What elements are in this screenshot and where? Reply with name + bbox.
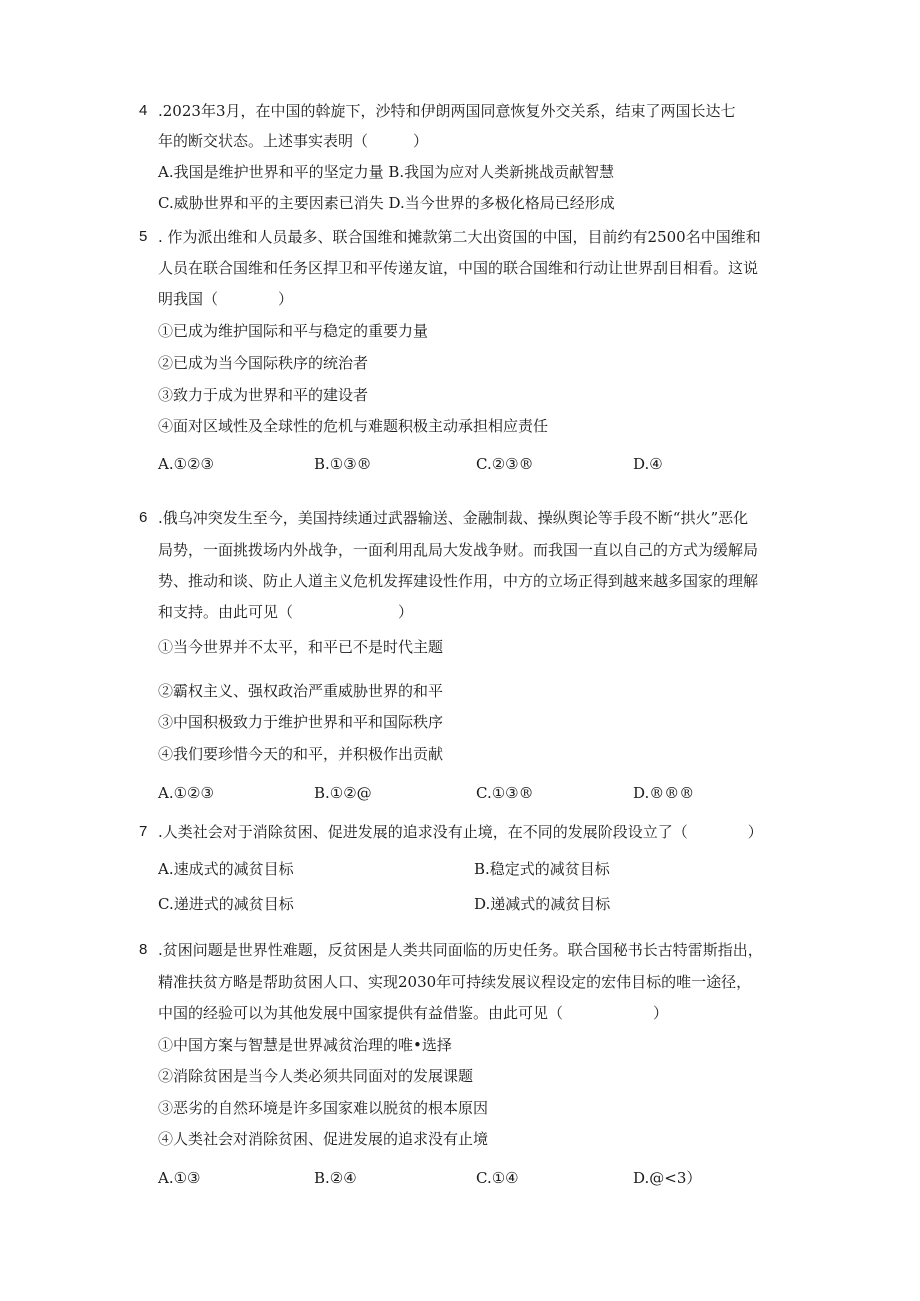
statement-item: ②消除贫困是当今人类必须共同面对的发展课题 (158, 1067, 474, 1085)
question-stem-line: .2023年3月，在中国的斡旋下，沙特和伊朗两国同意恢复外交关系，结束了两国长达七 (158, 102, 736, 120)
question-stem-line: 中国的经验可以为其他发展中国家提供有益借鉴。由此可见（ ） (158, 1004, 669, 1022)
question-stem-line: 精准扶贫方略是帮助贫困人口、实现2030年可持续发展议程设定的宏伟目标的唯一途径， (158, 973, 752, 991)
option-c: C.递进式的减贫目标 (158, 895, 294, 913)
question-number: 4 (139, 102, 148, 119)
option-d: D.递减式的减贫目标 (474, 895, 611, 913)
question-stem-line: 势、推动和谈、防止人道主义危机发挥建设性作用，中方的立场正得到越来越多国家的理解 (158, 572, 759, 590)
statement-item: ④面对区域性及全球性的危机与难题积极主动承担相应责任 (158, 417, 549, 435)
question-stem-line: .俄乌冲突发生至今，美国持续通过武器输送、金融制裁、操纵舆论等手段不断“拱火”恶化 (158, 509, 749, 527)
question-stem-line: .贫困问题是世界性难题，反贫困是人类共同面临的历史任务。联合国秘书长古特雷斯指出， (158, 941, 763, 959)
option-b: B.①③® (314, 455, 372, 473)
statement-item: ①已成为维护国际和平与稳定的重要力量 (158, 322, 429, 340)
question-number: 7 (139, 823, 148, 840)
option-b: B.②④ (314, 1169, 357, 1187)
statement-item: ③致力于成为世界和平的建设者 (158, 386, 369, 404)
option-c: C.①④ (476, 1169, 519, 1187)
option-line: C.威胁世界和平的主要因素已消失 D.当今世界的多极化格局已经形成 (158, 194, 615, 212)
statement-item: ②霸权主义、强权政治严重威胁世界的和平 (158, 682, 444, 700)
option-c: C.②③® (476, 455, 534, 473)
statement-item: ①当今世界并不太平，和平已不是时代主题 (158, 638, 444, 656)
statement-item: ①中国方案与智慧是世界减贫治理的唯•选择 (158, 1036, 452, 1054)
question-stem-line: 年的断交状态。上述事实表明（ ） (158, 132, 429, 150)
option-a: A.①②③ (158, 784, 214, 802)
question-number: 8 (139, 941, 148, 958)
statement-item: ③恶劣的自然环境是许多国家难以脱贫的根本原因 (158, 1099, 489, 1117)
option-line: A.我国是维护世界和平的坚定力量 B.我国为应对人类新挑战贡献智慧 (158, 163, 615, 181)
statement-item: ②已成为当今国际秩序的统治者 (158, 354, 369, 372)
option-b: B.稳定式的减贫目标 (474, 860, 610, 878)
option-c: C.①③® (476, 784, 534, 802)
question-stem-line: . 作为派出维和人员最多、联合国维和摊款第二大出资国的中国，目前约有2500名中国维和 (158, 228, 761, 246)
option-d: D.④ (633, 455, 663, 473)
statement-item: ④我们要珍惜今天的和平，并积极作出贡献 (158, 745, 444, 763)
option-a: A.①②③ (158, 455, 214, 473)
question-stem-line: 人员在联合国维和任务区捍卫和平传递友谊，中国的联合国维和行动让世界刮目相看。这说 (158, 259, 759, 277)
option-a: A.速成式的减贫目标 (158, 860, 294, 878)
option-a: A.①③ (158, 1169, 201, 1187)
statement-item: ③中国积极致力于维护世界和平和国际秩序 (158, 713, 444, 731)
option-b: B.①②@ (314, 784, 372, 802)
option-d: D.®®® (633, 784, 695, 802)
statement-item: ④人类社会对消除贫困、促进发展的追求没有止境 (158, 1130, 489, 1148)
question-number: 5 (139, 228, 148, 245)
question-stem-line: 局势，一面挑拨场内外战争，一面利用乱局大发战争财。而我国一直以自己的方式为缓解局 (158, 541, 759, 559)
question-stem-line: 和支持。由此可见（ ） (158, 603, 414, 621)
question-number: 6 (139, 509, 148, 526)
question-stem-line: .人类社会对于消除贫困、促进发展的追求没有止境，在不同的发展阶段设立了（ ） (158, 823, 763, 841)
question-stem-line: 明我国（ ） (158, 290, 294, 308)
option-d: D.@<3） (633, 1169, 702, 1187)
